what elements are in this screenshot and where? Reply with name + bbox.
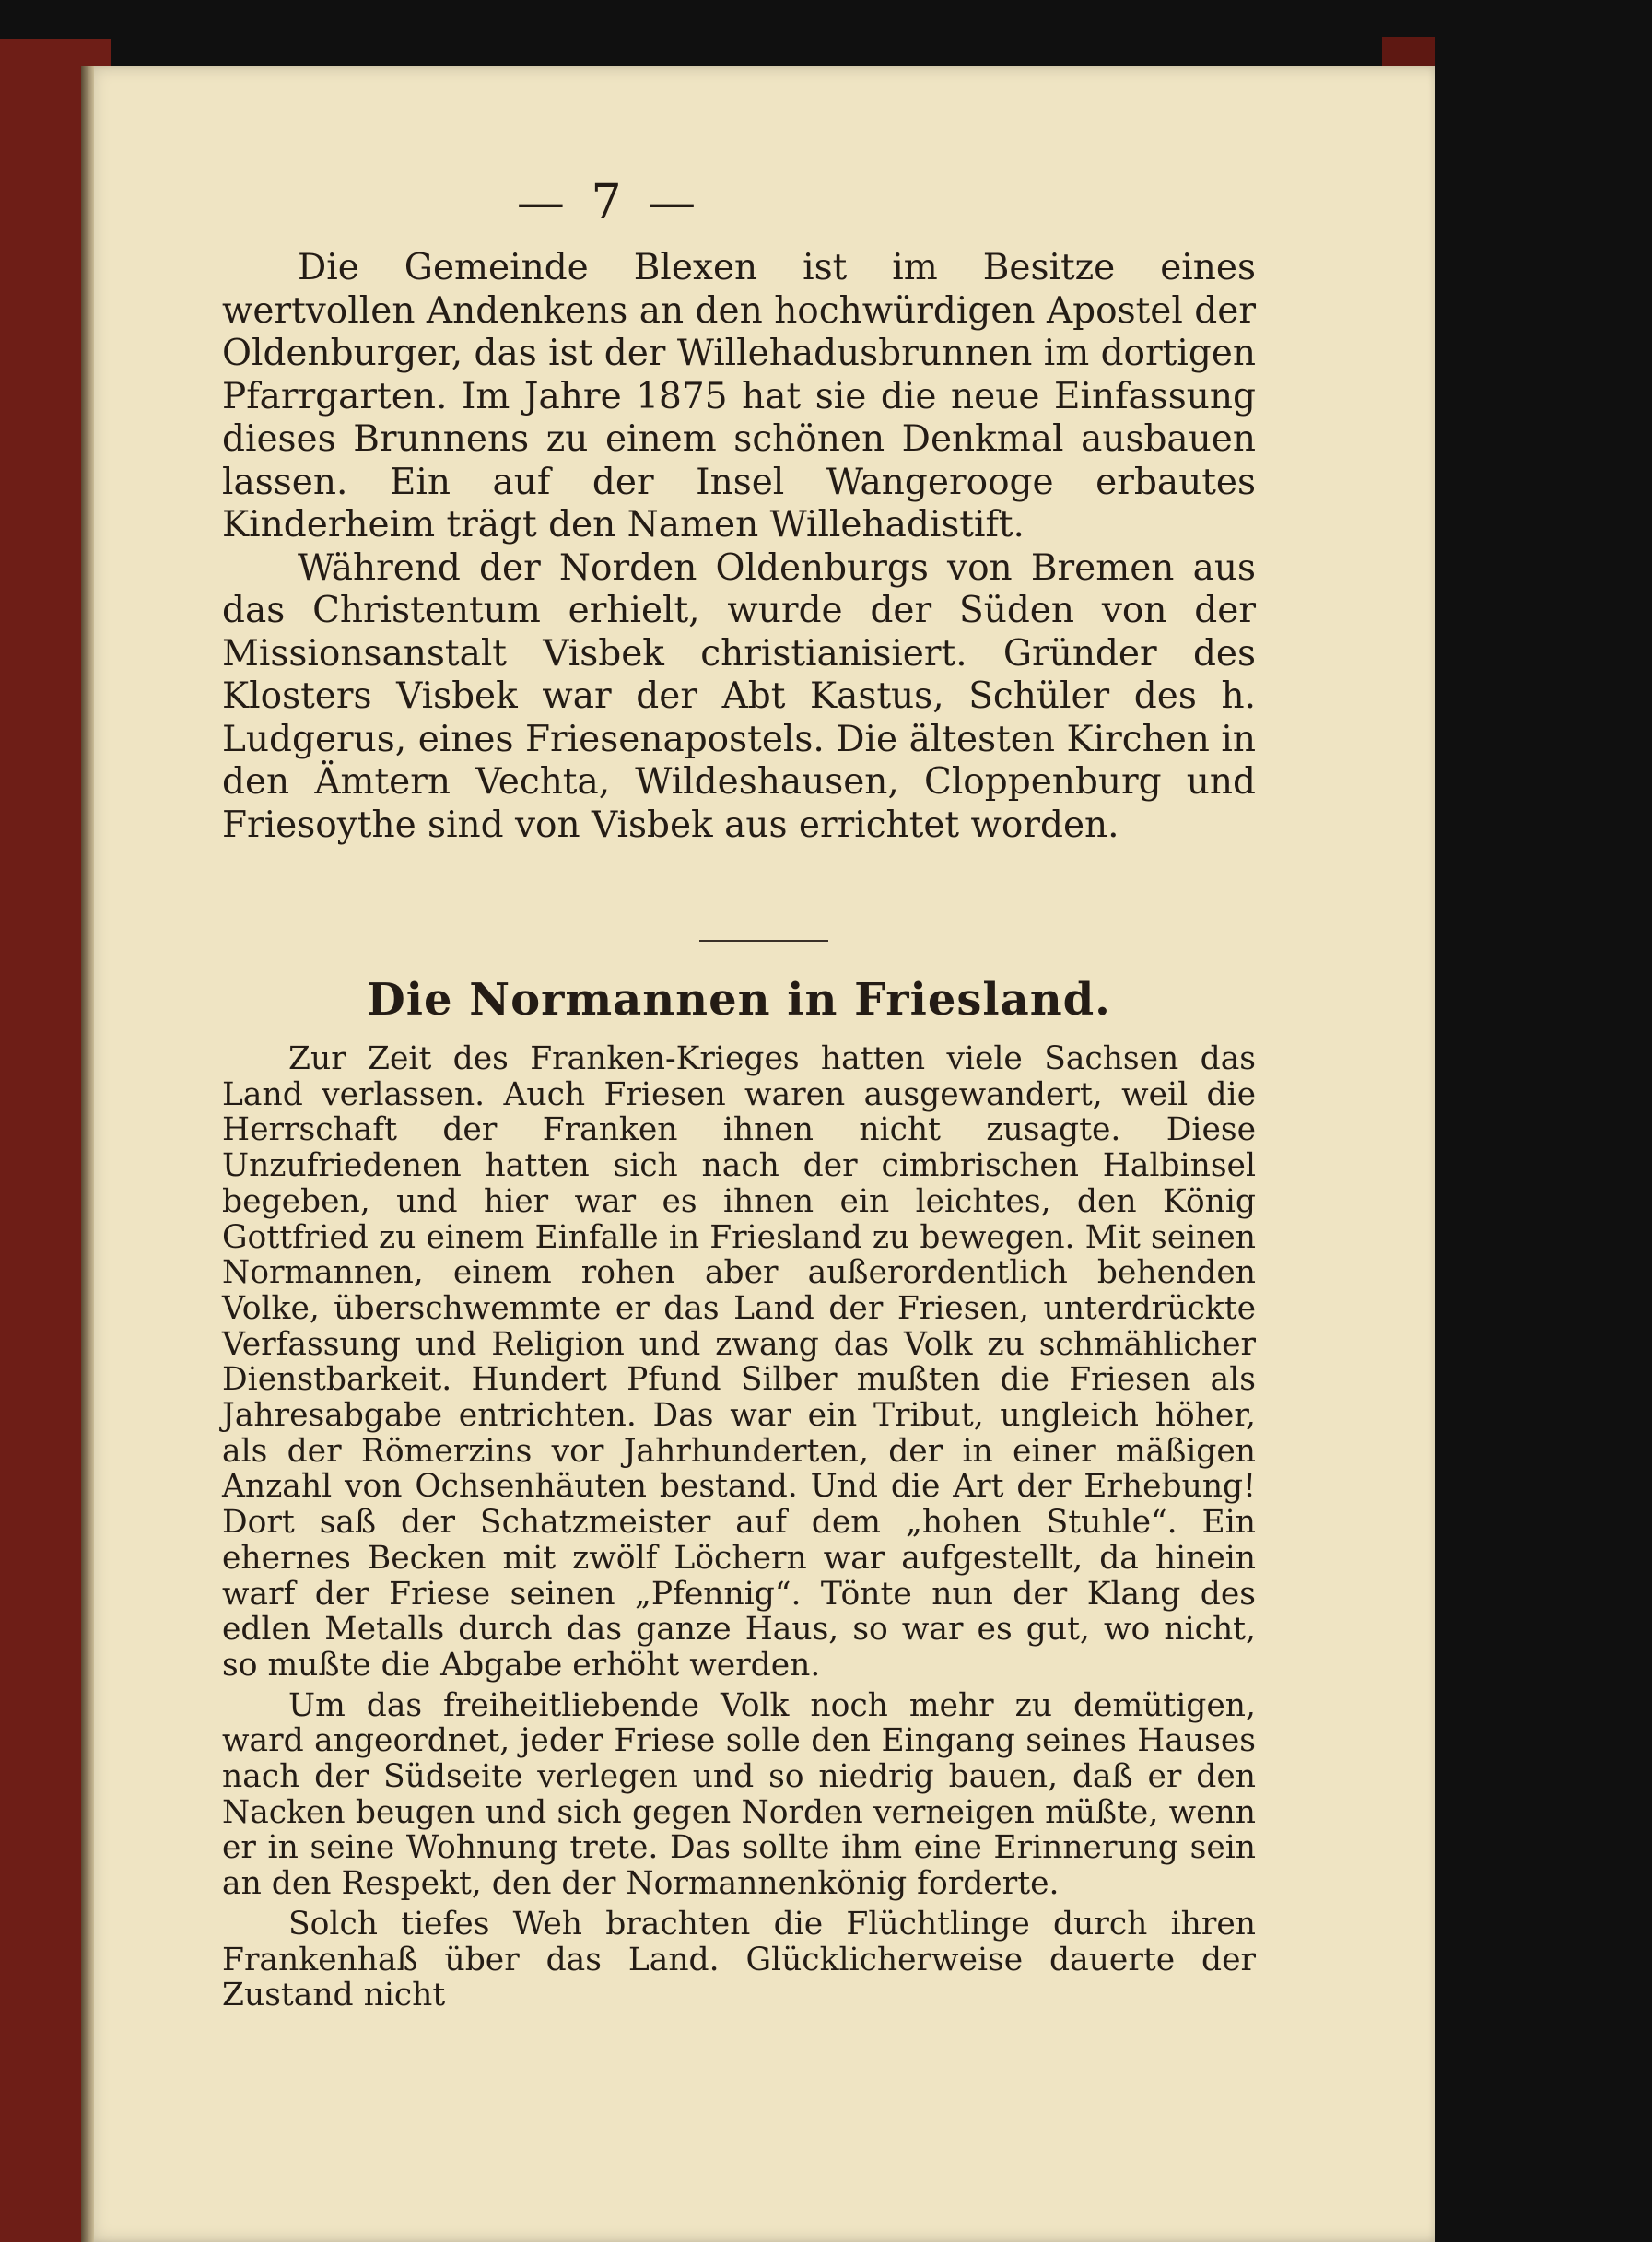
- book-page: [81, 66, 1435, 2242]
- paragraph: Die Gemeinde Blexen ist im Besitze eines wertvollen Andenkens an den hochwürdigen Apostel der Oldenburger, das ist der Willehadusbrunnen im dortigen Pfarrgarten. Im Jahre 1875 hat sie die neue Einfassung dieses Brunnens zu einem schönen Denkmal ausbauen lassen. Ein auf der Insel Wangerooge erbautes Kinderheim trägt den Namen Willehadistift.: [222, 247, 1256, 546]
- section-divider: [699, 940, 828, 942]
- page-number: — 7 —: [516, 175, 702, 230]
- paragraph: Solch tiefes Weh brachten die Flüchtlinge durch ihren Frankenhaß über das Land. Glücklicherweise dauerte der Zustand nicht: [222, 1905, 1256, 2014]
- paragraph: Zur Zeit des Franken-Krieges hatten viele Sachsen das Land verlassen. Auch Friesen waren ausgewandert, weil die Herrschaft der Franken ihnen nicht zusagte. Diese Unzufriedenen hatten sich nach der cimbrischen Halbinsel begeben, und hier war es ihnen ein leichtes, den König Gottfried zu einem Einfalle in Friesland zu bewegen. Mit seinen Normannen, einem rohen aber außerordentlich behenden Volke, überschwemmte er das Land der Friesen, unterdrückte Verfassung und Religion und zwang das Volk zu schmählicher Dienstbarkeit. Hundert Pfund Silber mußten die Friesen als Jahresabgabe entrichten. Das war ein Tribut, ungleich höher, als der Römerzins vor Jahrhunderten, der in einer mäßigen Anzahl von Ochsenhäuten bestand. Und die Art der Erhebung! Dort saß der Schatzmeister auf dem „hohen Stuhle“. Ein ehernes Becken mit zwölf Löchern war aufgestellt, da hinein warf der Friese seinen „Pfennig“. Tönte nun der Klang des edlen Metalls durch das ganze Haus, so war es gut, wo nicht, so mußte die Abgabe erhöht werden.: [222, 1040, 1256, 1684]
- paragraph: Während der Norden Oldenburgs von Bremen aus das Christentum erhielt, wurde der Süden von der Missionsanstalt Visbek christianisiert. Gründer des Klosters Visbek war der Abt Kastus, Schüler des h. Ludgerus, eines Friesenapostels. Die ältesten Kirchen in den Ämtern Vechta, Wildeshausen, Cloppenburg und Friesoythe sind von Visbek aus errichtet worden.: [222, 546, 1256, 846]
- section-body: [222, 1041, 1256, 2018]
- section-heading: Die Normannen in Friesland.: [367, 974, 1111, 1026]
- intro-section: [222, 247, 1256, 847]
- page-gutter: [81, 66, 94, 2242]
- paragraph: Um das freiheitliebende Volk noch mehr zu demütigen, ward angeordnet, jeder Friese solle den Eingang seines Hauses nach der Südseite verlegen und so niedrig bauen, daß er den Nacken beugen und sich gegen Norden verneigen müßte, wenn er in seine Wohnung trete. Das sollte ihm eine Erinnerung sein an den Respekt, den der Normannenkönig forderte.: [222, 1686, 1256, 1903]
